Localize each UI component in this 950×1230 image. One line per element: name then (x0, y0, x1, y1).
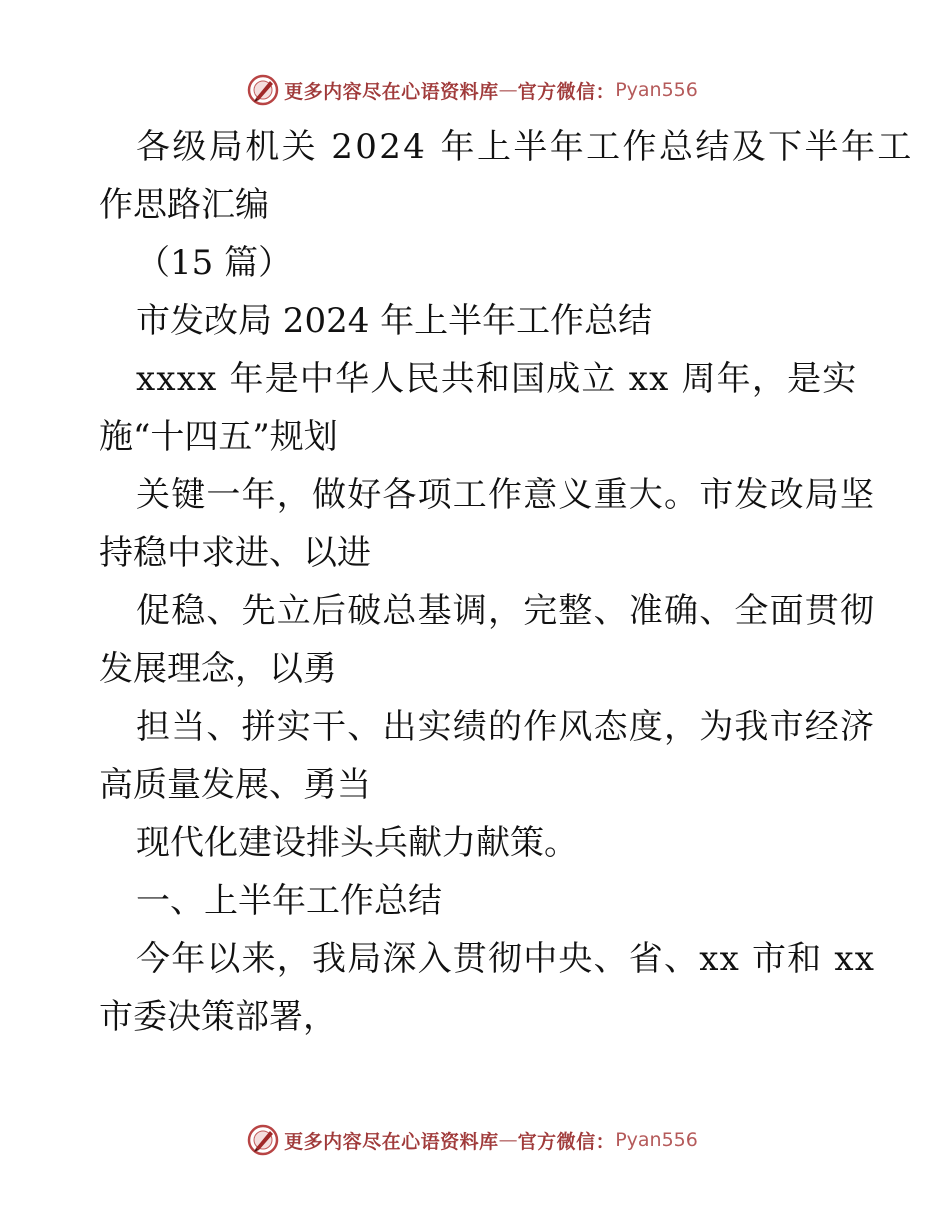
paragraph-line: 发展理念，以勇 (99, 649, 337, 689)
paragraph-line: 高质量发展、勇当 (99, 765, 371, 805)
watermark-title: 更多内容尽在心语资料库 (284, 1130, 499, 1153)
paragraph-line: 市委决策部署， (99, 997, 337, 1037)
paragraph-line: 担当、拼实干、出实绩的作风态度，为我市经济 (136, 707, 876, 747)
paragraph-line: 今年以来，我局深入贯彻中央、省、xx 市和 xx (136, 939, 876, 979)
watermark-title: 更多内容尽在心语资料库 (284, 80, 499, 103)
footer-watermark (0, 1120, 950, 1160)
paragraph-line: xxxx 年是中华人民共和国成立 xx 周年，是实 (136, 359, 858, 399)
paragraph-line: 促稳、先立后破总基调，完整、准确、全面贯彻 (136, 591, 876, 631)
watermark-account: Pyan556 (615, 79, 698, 101)
section-heading: 一、上半年工作总结 (136, 881, 442, 921)
doc-title-line-1: 各级局机关 2024 年上半年工作总结及下半年工 (136, 127, 914, 167)
watermark-account: Pyan556 (615, 1129, 698, 1151)
header-watermark (0, 70, 950, 110)
watermark-separator: — (498, 1129, 518, 1151)
doc-title-line-2: 作思路汇编 (99, 185, 269, 225)
doc-subtitle: （15 篇） (136, 243, 293, 283)
quill-logo-icon (246, 73, 280, 107)
watermark-label: 官方微信： (517, 80, 616, 103)
paragraph-line: 施“十四五”规划 (99, 417, 338, 457)
quill-logo-icon (246, 1123, 280, 1157)
watermark-separator: — (498, 79, 518, 101)
paragraph-line: 关键一年，做好各项工作意义重大。市发改局坚 (136, 475, 876, 515)
paragraph-line: 持稳中求进、以进 (99, 533, 371, 573)
section-heading: 市发改局 2024 年上半年工作总结 (136, 301, 653, 341)
paragraph-line: 现代化建设排头兵献力献策。 (136, 823, 578, 863)
watermark-label: 官方微信： (517, 1130, 616, 1153)
